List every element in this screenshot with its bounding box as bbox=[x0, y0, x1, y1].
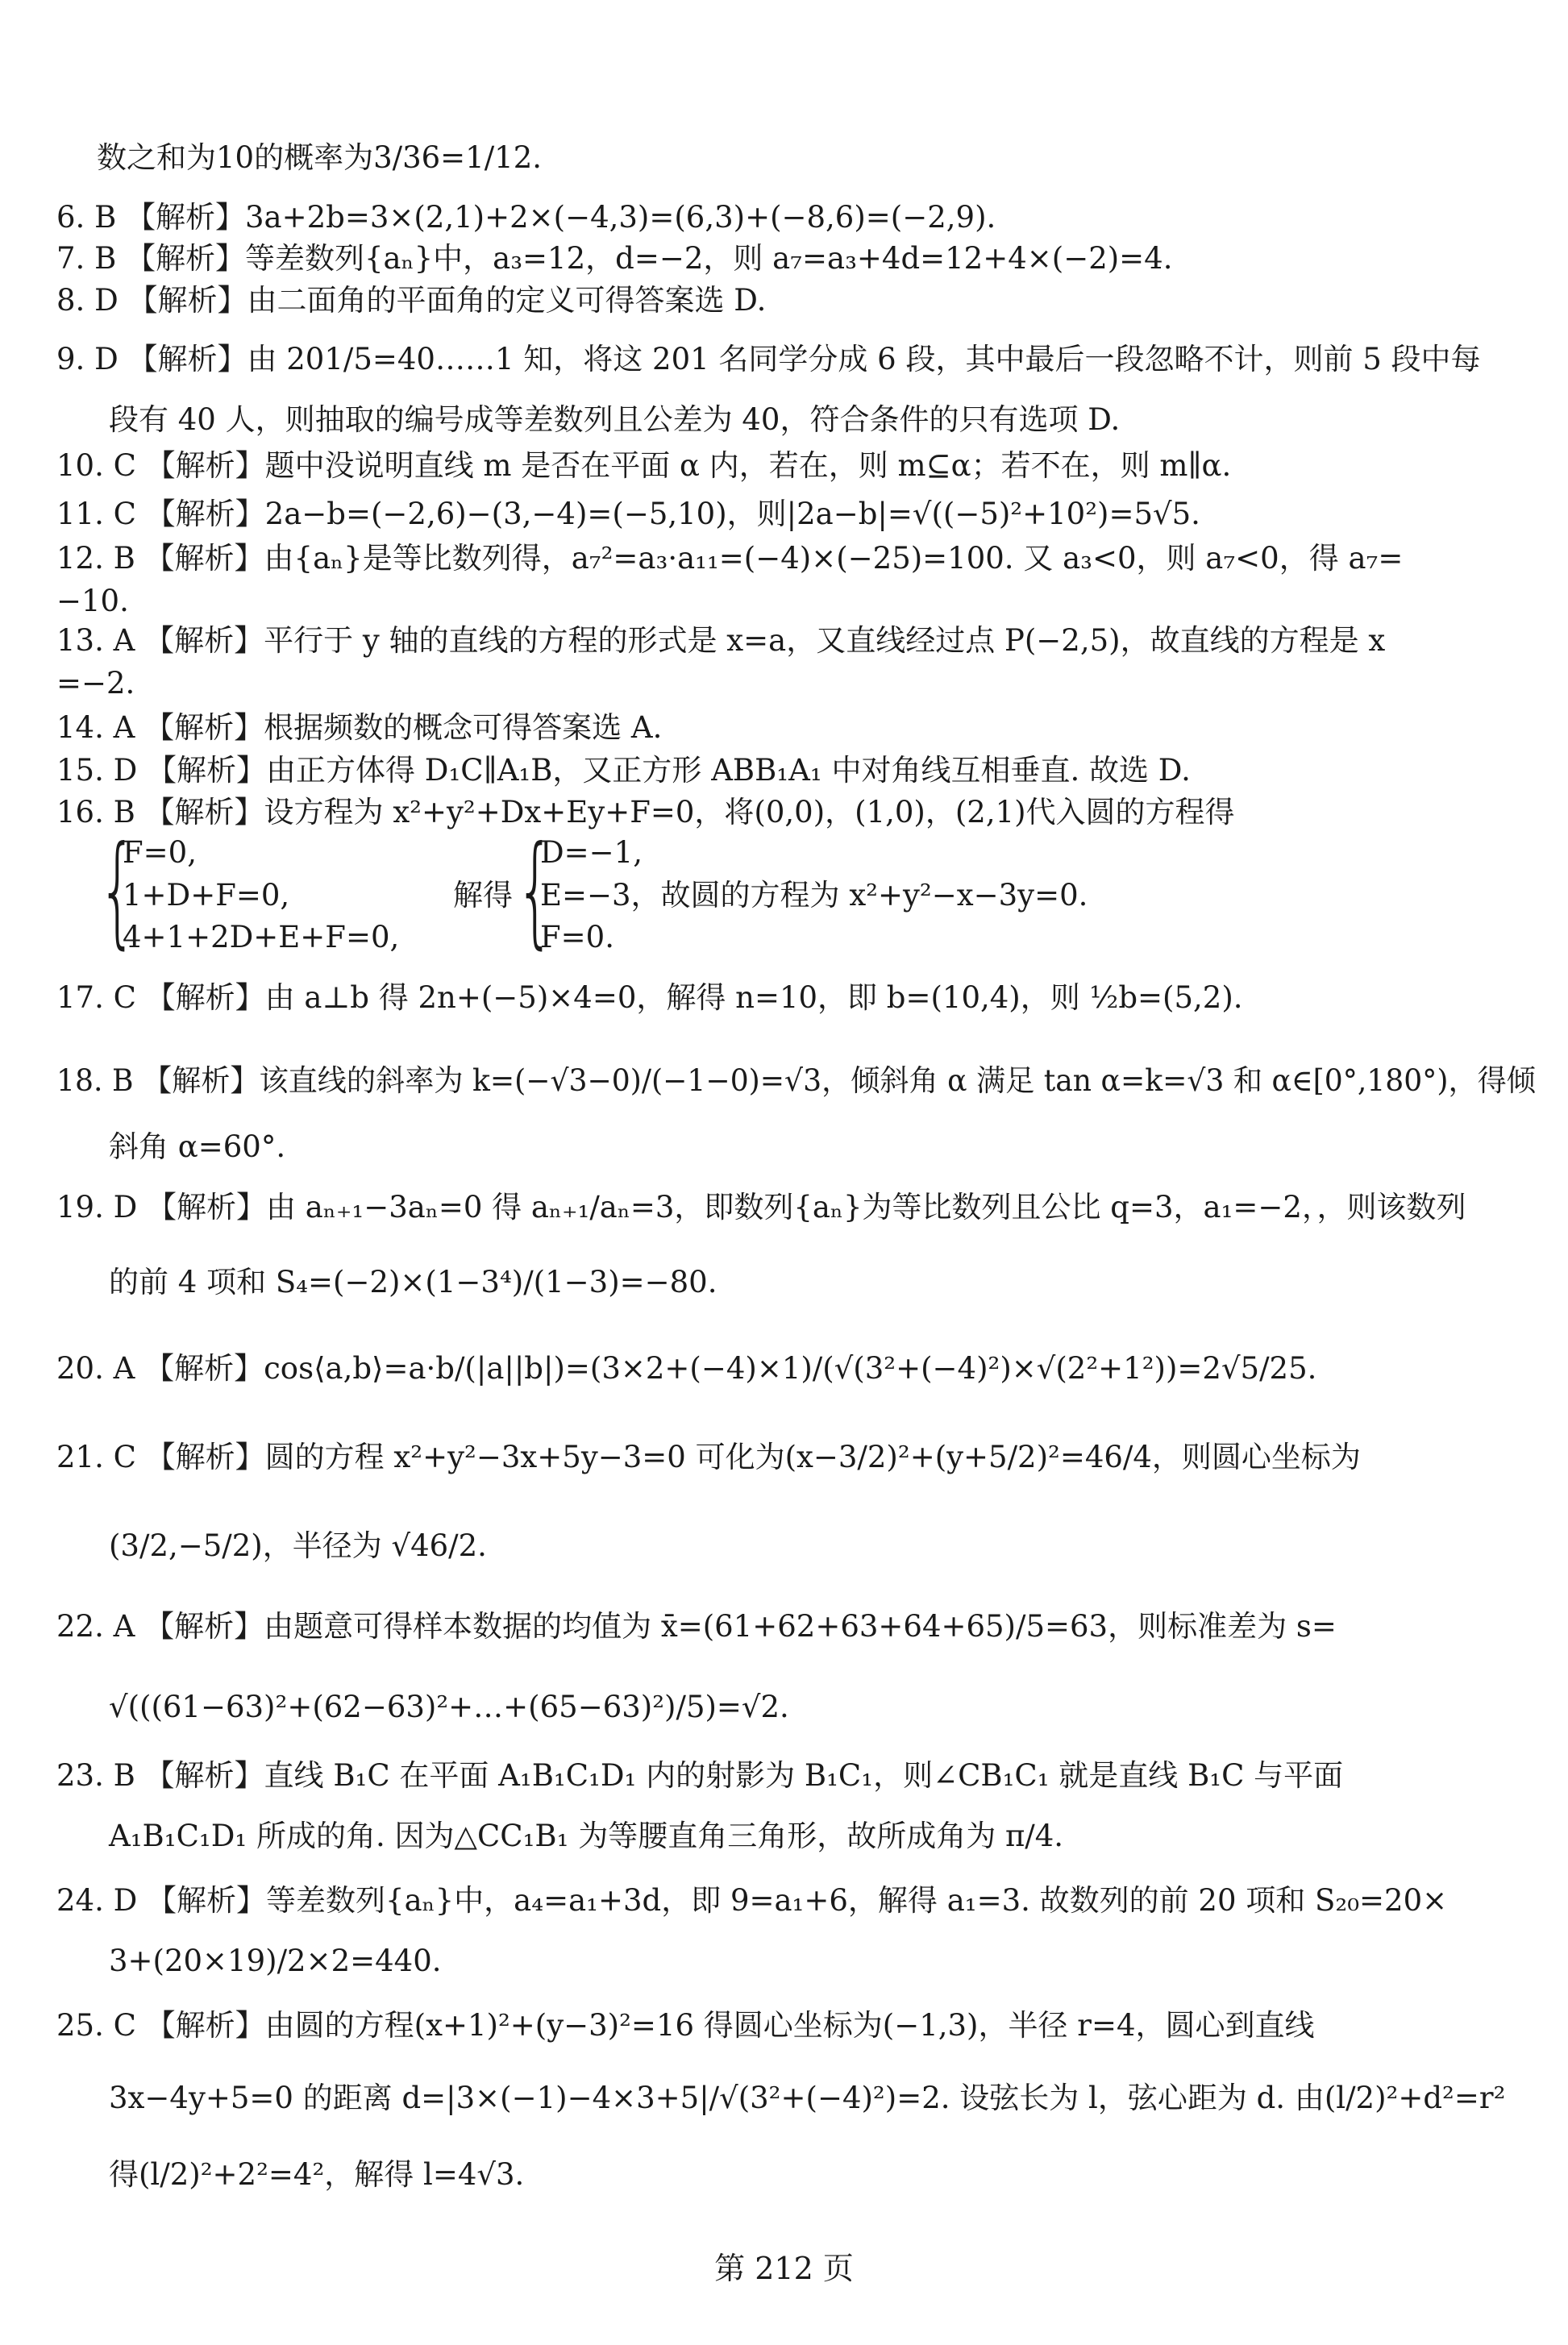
text-line: √(((61−63)²+(62−63)²+…+(65−63)²)/5)=√2. bbox=[109, 1690, 789, 1724]
text-line: 的前 4 项和 S₄=(−2)×(1−3⁴)/(1−3)=−80. bbox=[109, 1265, 717, 1299]
text-line: 17. C 【解析】由 a⊥b 得 2n+(−5)×4=0，解得 n=10，即 b=(10,4)，则 ½b=(5,2). bbox=[56, 980, 1243, 1015]
text-line: 3+(20×19)/2×2=440. bbox=[109, 1944, 442, 1978]
text-line: (3/2,−5/2)，半径为 √46/2. bbox=[109, 1528, 487, 1563]
text-line: 7. B 【解析】等差数列{aₙ}中，a₃=12，d=−2，则 a₇=a₃+4d=12+4×(−2)=4. bbox=[56, 241, 1173, 276]
text-line: 19. D 【解析】由 aₙ₊₁−3aₙ=0 得 aₙ₊₁/aₙ=3，即数列{aₙ}为等比数列且公比 q=3，a₁=−2，，则该数列 bbox=[56, 1190, 1466, 1224]
text-line: 6. B 【解析】3a+2b=3×(2,1)+2×(−4,3)=(6,3)+(−8,6)=(−2,9). bbox=[56, 200, 996, 235]
text-line: 25. C 【解析】由圆的方程(x+1)²+(y−3)²=16 得圆心坐标为(−1,3)，半径 r=4，圆心到直线 bbox=[56, 2008, 1315, 2043]
text-line: 11. C 【解析】2a−b=(−2,6)−(3,−4)=(−5,10)，则|2a−b|=√((−5)²+10²)=5√5. bbox=[56, 497, 1200, 531]
text-line: 23. B 【解析】直线 B₁C 在平面 A₁B₁C₁D₁ 内的射影为 B₁C₁，则∠CB₁C₁ 就是直线 B₁C 与平面 bbox=[56, 1758, 1344, 1793]
text-line: 16. B 【解析】设方程为 x²+y²+Dx+Ey+F=0，将(0,0)，(1,0)，(2,1)代入圆的方程得 bbox=[56, 795, 1235, 829]
text-line: 斜角 α=60°. bbox=[109, 1129, 286, 1164]
page-number: 第 212 页 bbox=[714, 2251, 854, 2286]
text-line: 18. B 【解析】该直线的斜率为 k=(−√3−0)/(−1−0)=√3，倾斜角 α 满足 tan α=k=√3 和 α∈[0°,180°)，得倾 bbox=[56, 1063, 1536, 1098]
text-line: 24. D 【解析】等差数列{aₙ}中，a₄=a₁+3d，即 9=a₁+6，解得 a₁=3. 故数列的前 20 项和 S₂₀=20× bbox=[56, 1883, 1448, 1918]
equation-line: 1+D+F=0, bbox=[123, 878, 290, 913]
text-line: 21. C 【解析】圆的方程 x²+y²−3x+5y−3=0 可化为(x−3/2)²+(y+5/2)²=46/4，则圆心坐标为 bbox=[56, 1440, 1361, 1474]
text-line: =−2. bbox=[56, 666, 135, 701]
solve-label: 解得 bbox=[453, 878, 513, 913]
text-line: 8. D 【解析】由二面角的平面角的定义可得答案选 D. bbox=[56, 283, 767, 318]
equation-line: E=−3，故圆的方程为 x²+y²−x−3y=0. bbox=[540, 878, 1088, 913]
text-line: 22. A 【解析】由题意可得样本数据的均值为 x̄=(61+62+63+64+65)/5=63，则标准差为 s= bbox=[56, 1609, 1337, 1644]
text-line: A₁B₁C₁D₁ 所成的角. 因为△CC₁B₁ 为等腰直角三角形，故所成角为 π/4. bbox=[109, 1819, 1064, 1853]
left-brace: { bbox=[516, 821, 555, 961]
equation-line: F=0, bbox=[123, 835, 197, 870]
text-line: 9. D 【解析】由 201/5=40……1 知，将这 201 名同学分成 6 段，其中最后一段忽略不计，则前 5 段中每 bbox=[56, 342, 1481, 376]
text-line: 15. D 【解析】由正方体得 D₁C∥A₁B，又正方形 ABB₁A₁ 中对角线互相垂直. 故选 D. bbox=[56, 753, 1191, 788]
text-line: 3x−4y+5=0 的距离 d=|3×(−1)−4×3+5|/√(3²+(−4)²)=2. 设弦长为 l，弦心距为 d. 由(l/2)²+d²=r² bbox=[109, 2081, 1506, 2115]
equation-line: F=0. bbox=[540, 920, 614, 954]
text-line: 12. B 【解析】由{aₙ}是等比数列得，a₇²=a₃·a₁₁=(−4)×(−25)=100. 又 a₃<0，则 a₇<0，得 a₇= bbox=[56, 541, 1404, 576]
equation-line: 4+1+2D+E+F=0, bbox=[123, 920, 400, 954]
left-brace: { bbox=[98, 821, 137, 961]
text-line: −10. bbox=[56, 584, 129, 618]
text-line: 14. A 【解析】根据频数的概念可得答案选 A. bbox=[56, 710, 663, 745]
text-line: 10. C 【解析】题中没说明直线 m 是否在平面 α 内，若在，则 m⊆α；若不在，则 m∥α. bbox=[56, 448, 1232, 483]
text-line: 20. A 【解析】cos⟨a,b⟩=a·b/(|a||b|)=(3×2+(−4)×1)/(√(3²+(−4)²)×√(2²+1²))=2√5/25. bbox=[56, 1351, 1317, 1386]
text-line: 段有 40 人，则抽取的编号成等差数列且公差为 40，符合条件的只有选项 D. bbox=[109, 402, 1121, 437]
equation-line: D=−1, bbox=[540, 835, 643, 870]
text-line: 得(l/2)²+2²=4²，解得 l=4√3. bbox=[109, 2157, 525, 2192]
text-line: 数之和为10的概率为3/36=1/12. bbox=[97, 140, 543, 175]
text-line: 13. A 【解析】平行于 y 轴的直线的方程的形式是 x=a，又直线经过点 P(−2,5)，故直线的方程是 x bbox=[56, 623, 1386, 658]
